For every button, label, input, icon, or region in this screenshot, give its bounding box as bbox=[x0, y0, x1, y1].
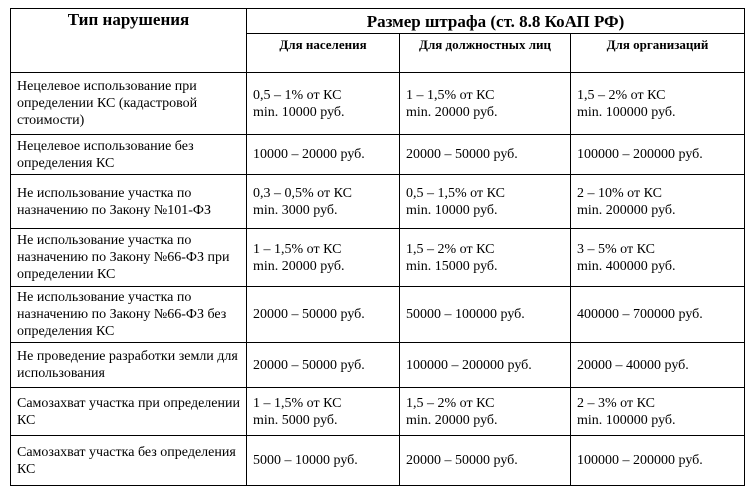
table-row bbox=[11, 388, 745, 436]
fine-line: 20000 – 50000 руб. bbox=[406, 147, 518, 162]
violation-type-cell: Не использование участка по назначению по Закону №66-ФЗ без определения КС bbox=[11, 287, 247, 343]
fine-line: min. 100000 руб. bbox=[577, 104, 676, 120]
officials-fine-cell bbox=[400, 229, 571, 287]
officials-fine-cell bbox=[400, 343, 571, 388]
organizations-fine-cell bbox=[571, 436, 745, 486]
violation-type-cell: Самозахват участка без определения КС bbox=[11, 436, 247, 486]
fine-line: 0,3 – 0,5% от КС bbox=[253, 185, 352, 201]
population-fine-cell bbox=[247, 436, 400, 486]
fine-line: 10000 – 20000 руб. bbox=[253, 147, 365, 162]
fine-line: min. 15000 руб. bbox=[406, 258, 498, 274]
officials-fine-cell bbox=[400, 73, 571, 135]
table-row bbox=[11, 175, 745, 229]
organizations-fine-cell bbox=[571, 229, 745, 287]
fine-line: 3 – 5% от КС bbox=[577, 241, 655, 257]
violation-type-cell: Не использование участка по назначению по Закону №101-ФЗ bbox=[11, 175, 247, 229]
organizations-fine-cell bbox=[571, 73, 745, 135]
officials-fine-cell bbox=[400, 135, 571, 175]
fine-line: min. 10000 руб. bbox=[253, 104, 345, 120]
fine-line: 1,5 – 2% от КС bbox=[406, 395, 495, 411]
fines-table bbox=[10, 8, 745, 486]
fine-line: 20000 – 50000 руб. bbox=[253, 307, 365, 322]
officials-fine-cell bbox=[400, 436, 571, 486]
header-fine-amount: Размер штрафа (ст. 8.8 КоАП РФ) bbox=[247, 9, 745, 34]
fine-line: min. 20000 руб. bbox=[406, 104, 498, 120]
violation-type-cell: Не проведение разработки земли для использования bbox=[11, 343, 247, 388]
header-organizations: Для организаций bbox=[571, 34, 745, 73]
fine-line: min. 10000 руб. bbox=[406, 202, 498, 218]
fine-line: min. 20000 руб. bbox=[406, 412, 498, 428]
violation-type-cell: Не использование участка по назначению по Закону №66-ФЗ при определении КС bbox=[11, 229, 247, 287]
fine-line: 400000 – 700000 руб. bbox=[577, 307, 703, 322]
organizations-fine-cell bbox=[571, 287, 745, 343]
fine-line: 1,5 – 2% от КС bbox=[406, 241, 495, 257]
table-row bbox=[11, 135, 745, 175]
fine-line: 1,5 – 2% от КС bbox=[577, 87, 666, 103]
organizations-fine-cell bbox=[571, 135, 745, 175]
fine-line: 1 – 1,5% от КС bbox=[253, 241, 342, 257]
organizations-fine-cell bbox=[571, 175, 745, 229]
fine-line: 100000 – 200000 руб. bbox=[577, 147, 703, 162]
table-row bbox=[11, 73, 745, 135]
fine-line: 0,5 – 1% от КС bbox=[253, 87, 342, 103]
fine-line: 2 – 3% от КС bbox=[577, 395, 655, 411]
fine-line: min. 3000 руб. bbox=[253, 202, 338, 218]
fine-line: 1 – 1,5% от КС bbox=[406, 87, 495, 103]
population-fine-cell bbox=[247, 388, 400, 436]
table-row bbox=[11, 343, 745, 388]
fine-line: 20000 – 50000 руб. bbox=[253, 357, 365, 373]
fine-line: min. 100000 руб. bbox=[577, 412, 676, 428]
fine-line: 0,5 – 1,5% от КС bbox=[406, 185, 505, 201]
population-fine-cell bbox=[247, 73, 400, 135]
fine-line: 100000 – 200000 руб. bbox=[406, 357, 532, 373]
fine-line: 5000 – 10000 руб. bbox=[253, 453, 358, 468]
fine-line: 100000 – 200000 руб. bbox=[577, 453, 703, 468]
officials-fine-cell bbox=[400, 287, 571, 343]
population-fine-cell bbox=[247, 229, 400, 287]
violation-type-cell: Нецелевое использование при определении КС (кадастровой стоимости) bbox=[11, 73, 247, 135]
population-fine-cell bbox=[247, 135, 400, 175]
violation-type-cell: Нецелевое использование без определения КС bbox=[11, 135, 247, 175]
table-row bbox=[11, 229, 745, 287]
fine-line: 20000 – 50000 руб. bbox=[406, 453, 518, 468]
population-fine-cell bbox=[247, 287, 400, 343]
fine-line: min. 200000 руб. bbox=[577, 202, 676, 218]
population-fine-cell bbox=[247, 343, 400, 388]
officials-fine-cell bbox=[400, 388, 571, 436]
header-population: Для населения bbox=[247, 34, 400, 73]
violation-type-cell: Самозахват участка при определении КС bbox=[11, 388, 247, 436]
table-row bbox=[11, 287, 745, 343]
fine-line: 20000 – 40000 руб. bbox=[577, 357, 689, 373]
organizations-fine-cell bbox=[571, 388, 745, 436]
population-fine-cell bbox=[247, 175, 400, 229]
fine-line: min. 20000 руб. bbox=[253, 258, 345, 274]
table-row bbox=[11, 436, 745, 486]
header-officials: Для должностных лиц bbox=[400, 34, 571, 73]
fine-line: 2 – 10% от КС bbox=[577, 185, 662, 201]
fine-line: 50000 – 100000 руб. bbox=[406, 307, 525, 322]
organizations-fine-cell bbox=[571, 343, 745, 388]
header-violation-type: Тип нарушения bbox=[11, 9, 247, 73]
fine-line: min. 5000 руб. bbox=[253, 412, 338, 428]
fine-line: min. 400000 руб. bbox=[577, 258, 676, 274]
fine-line: 1 – 1,5% от КС bbox=[253, 395, 342, 411]
officials-fine-cell bbox=[400, 175, 571, 229]
